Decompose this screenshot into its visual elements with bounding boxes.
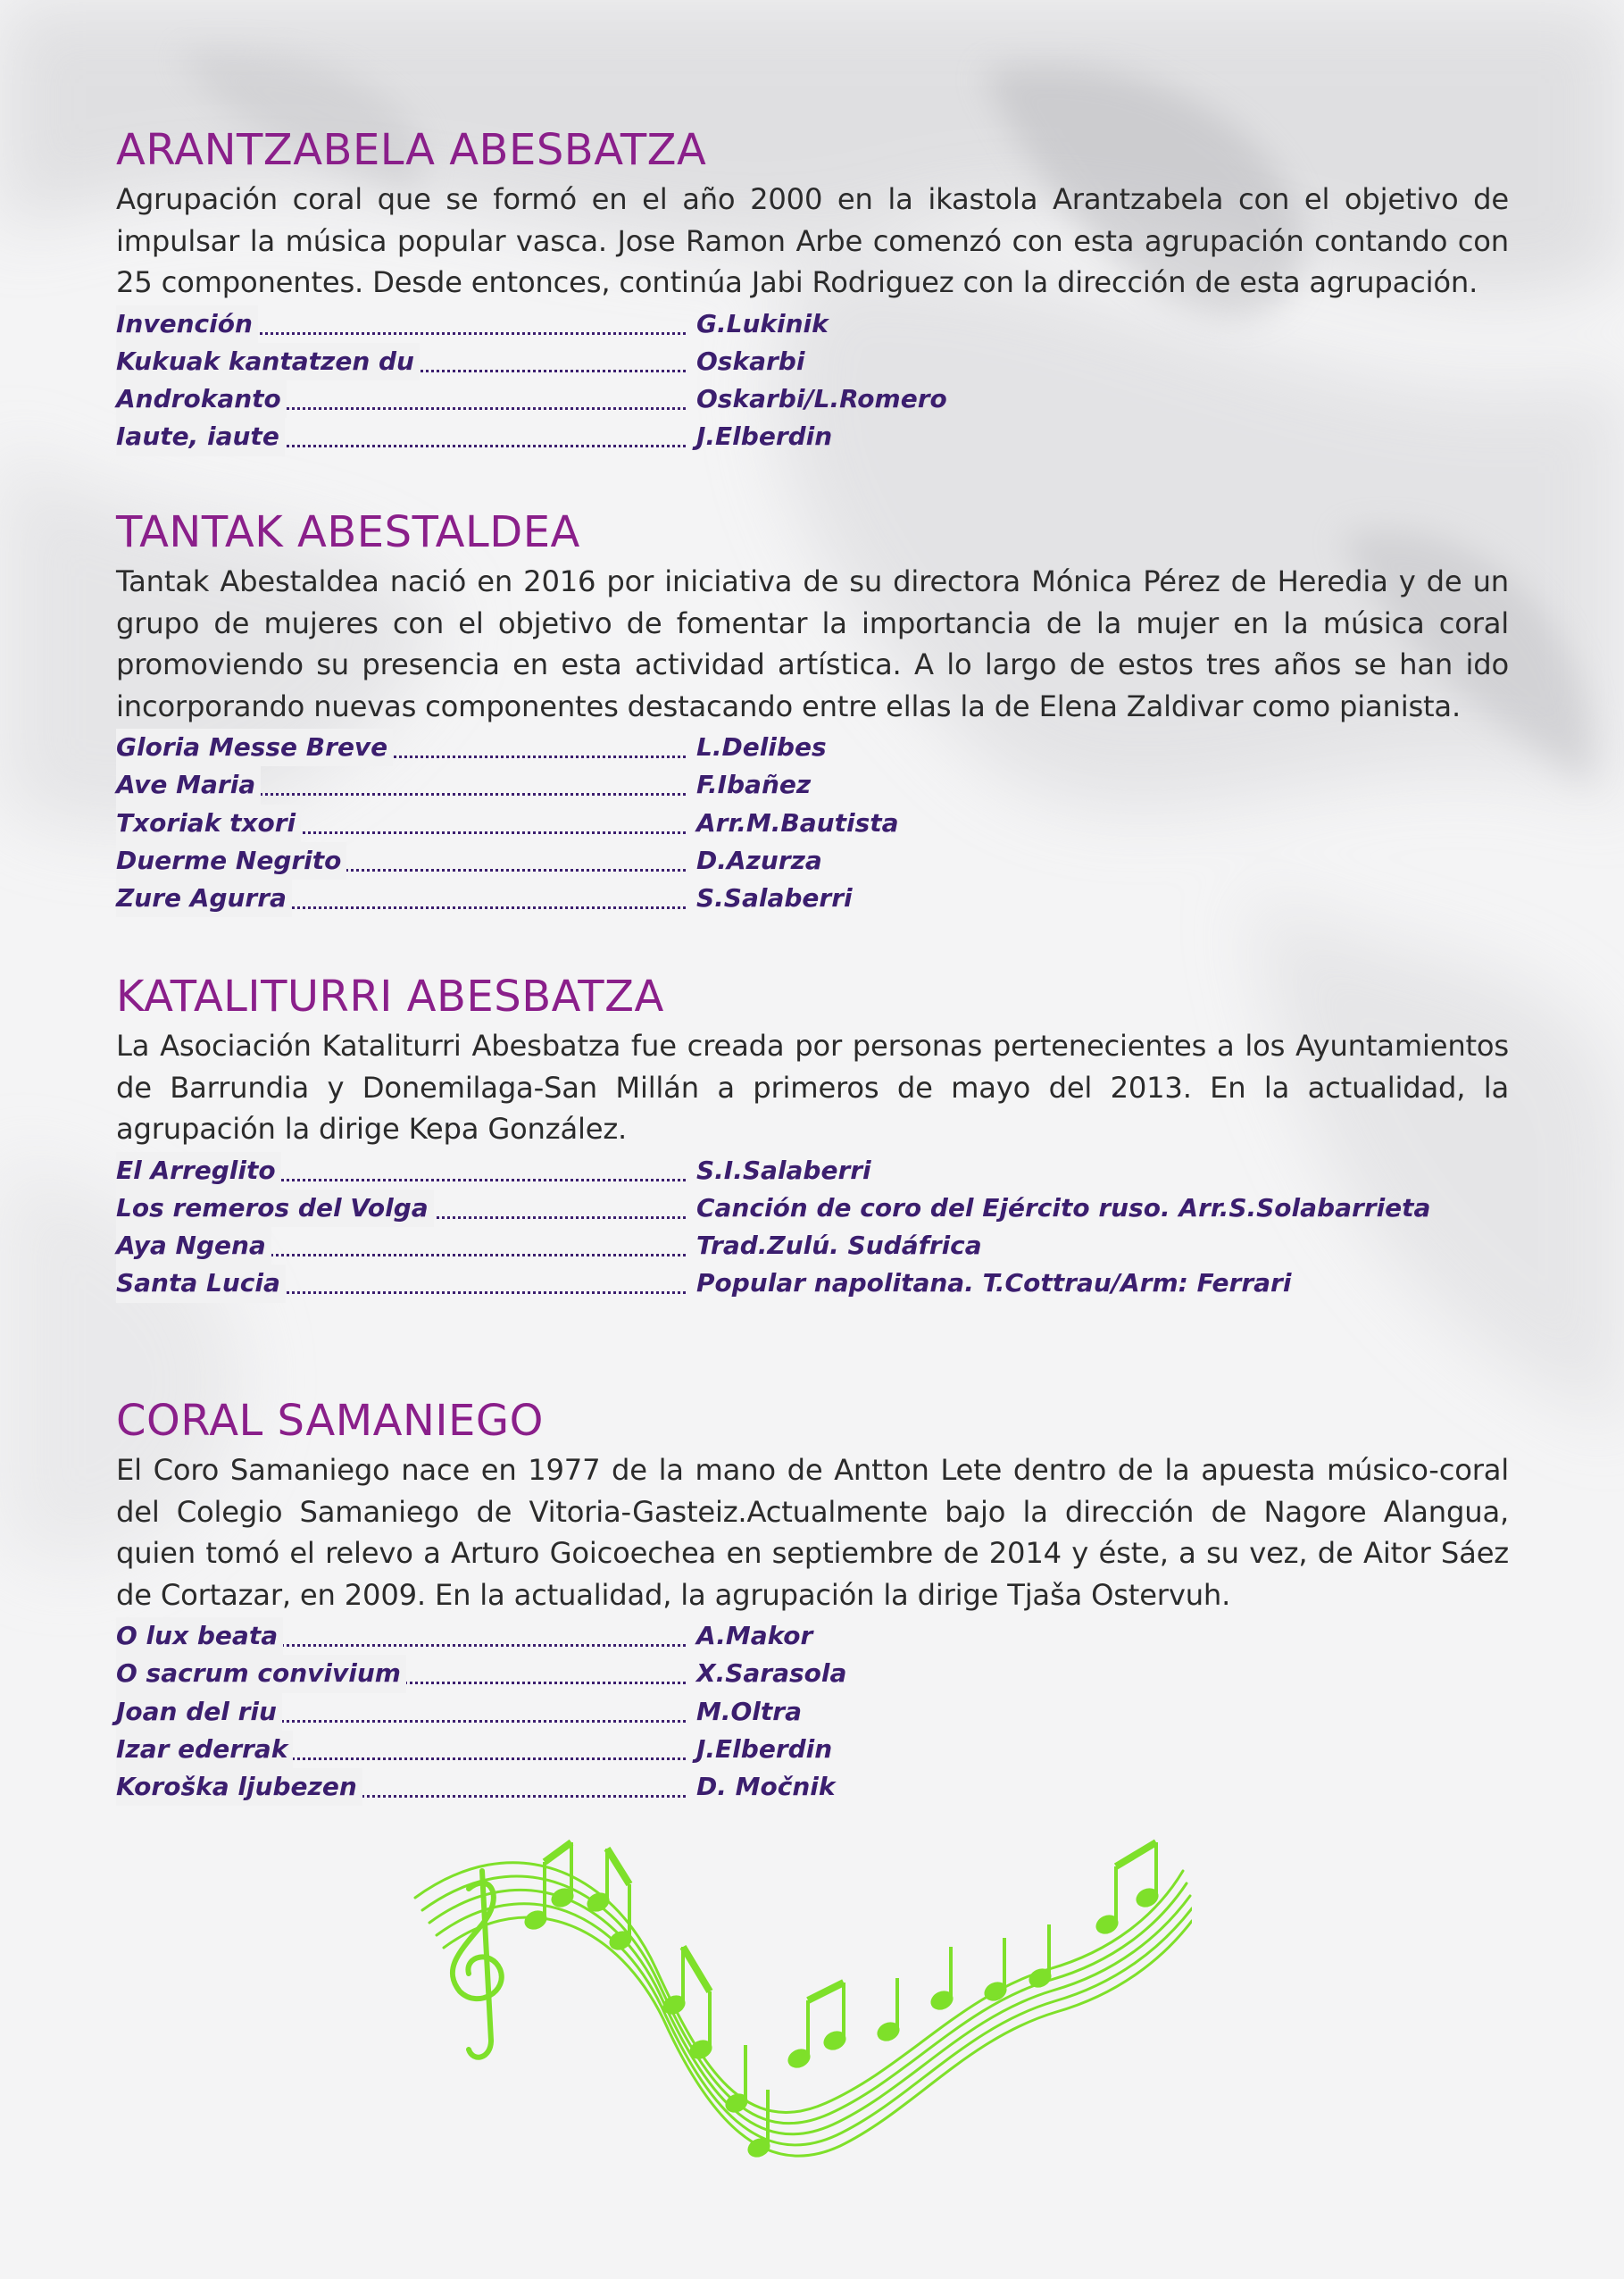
section-description: El Coro Samaniego nace en 1977 de la mano de Antton Lete dentro de la apuesta músico-coral del Colegio Samaniego de Vitoria-Gasteiz.Actualmente bajo la dirección de Nagore Alangua, quien tomó el relevo a Arturo Goicoechea en septiembre de 2014 y éste, a su vez, de Aitor Sáez de Cortazar, en 2009. En la actualidad, la agrupación la dirige Tjaša Ostervuh. [116, 1453, 1509, 1612]
work-author: Arr.M.Bautista [696, 807, 899, 838]
repertoire-list [116, 729, 1509, 917]
work-author: F.Ibañez [696, 770, 812, 800]
repertoire-item [116, 1227, 1509, 1265]
work-title: Iaute, iaute [116, 418, 285, 455]
repertoire-item [116, 1265, 1509, 1302]
repertoire-item [116, 766, 1509, 804]
repertoire-item [116, 1768, 1509, 1806]
work-title: Androkanto [116, 380, 287, 418]
section-description: Agrupación coral que se formó en el año 2000 en la ikastola Arantzabela con el objetivo de impulsar la música popular vasca. Jose Ramon Arbe comenzó con esta agrupación contando con 25 componentes. Desde entonces, continúa Jabi Rodriguez con la dirección de esta agrupación. [116, 182, 1509, 299]
section-title: TANTAK ABESTALDEA [116, 507, 580, 557]
work-title: Los remeros del Volga [116, 1190, 434, 1227]
work-author: Canción de coro del Ejército ruso. Arr.S.Solabarrieta [696, 1192, 1431, 1223]
work-author: S.Salaberri [696, 883, 853, 914]
section-arantzabela [116, 125, 1509, 456]
section-title: CORAL SAMANIEGO [116, 1396, 544, 1446]
repertoire-item [116, 380, 1509, 418]
work-title: Gloria Messe Breve [116, 729, 393, 766]
repertoire-item [116, 729, 1509, 766]
section-title: ARANTZABELA ABESBATZA [116, 125, 707, 175]
repertoire-item [116, 343, 1509, 380]
section-tantak [116, 507, 1509, 917]
repertoire-item [116, 418, 1509, 455]
repertoire-item [116, 842, 1509, 880]
work-author: J.Elberdin [696, 1733, 833, 1764]
repertoire-item [116, 1655, 1509, 1692]
repertoire-item [116, 880, 1509, 917]
work-author: S.I.Salaberri [696, 1155, 871, 1185]
work-title: Izar ederrak [116, 1731, 293, 1768]
repertoire-item [116, 1190, 1509, 1227]
section-samaniego [116, 1396, 1509, 1806]
repertoire-item [116, 1152, 1509, 1190]
work-author: D. Močnik [696, 1772, 836, 1802]
work-title: Joan del riu [116, 1693, 282, 1731]
work-author: Popular napolitana. T.Cottrau/Arm: Ferrari [696, 1268, 1292, 1298]
work-title: Txoriak txori [116, 805, 301, 842]
work-author: A.Makor [696, 1621, 813, 1650]
repertoire-list [116, 1152, 1509, 1303]
work-title: Duerme Negrito [116, 842, 346, 880]
work-author: D.Azurza [696, 845, 822, 875]
work-author: J.Elberdin [696, 422, 833, 452]
work-title: Zure Agurra [116, 880, 292, 917]
work-author: Oskarbi/L.Romero [696, 384, 947, 414]
work-author: M.Oltra [696, 1696, 802, 1726]
section-title: KATALITURRI ABESBATZA [116, 972, 664, 1022]
work-author: L.Delibes [696, 732, 827, 762]
work-title: O lux beata [116, 1617, 283, 1655]
work-title: Ave Maria [116, 766, 261, 804]
repertoire-item [116, 1617, 1509, 1655]
repertoire-item [116, 1731, 1509, 1768]
work-title: Invención [116, 305, 258, 343]
section-kataliturri [116, 972, 1509, 1303]
repertoire-list [116, 1617, 1509, 1806]
section-description: La Asociación Kataliturri Abesbatza fue creada por personas pertenecientes a los Ayuntamientos de Barrundia y Donemilaga-San Millán a primeros de mayo del 2013. En la actualidad, la agrupación la dirige Kepa González. [116, 1029, 1509, 1146]
work-title: Aya Ngena [116, 1227, 271, 1265]
music-notes-decoration [406, 1835, 1192, 2175]
repertoire-list [116, 305, 1509, 456]
work-author: Oskarbi [696, 346, 805, 376]
work-author: Trad.Zulú. Sudáfrica [696, 1231, 982, 1261]
work-title: Kukuak kantatzen du [116, 343, 420, 380]
work-title: El Arreglito [116, 1152, 281, 1190]
treble-clef-icon [453, 1871, 502, 2058]
section-description: Tantak Abestaldea nació en 2016 por iniciativa de su directora Mónica Pérez de Heredia y de un grupo de mujeres con el objetivo de fomentar la importancia de la mujer en la música coral promoviendo su presencia en esta actividad artística. A lo largo de estos tres años se han ido incorporando nuevas componentes destacando entre ellas la de Elena Zaldivar como pianista. [116, 564, 1509, 723]
repertoire-item [116, 1693, 1509, 1731]
work-title: Koroška ljubezen [116, 1768, 362, 1806]
work-author: X.Sarasola [696, 1658, 847, 1689]
work-author: G.Lukinik [696, 308, 829, 338]
work-title: O sacrum convivium [116, 1655, 406, 1692]
work-title: Santa Lucia [116, 1265, 286, 1302]
repertoire-item [116, 805, 1509, 842]
repertoire-item [116, 305, 1509, 343]
